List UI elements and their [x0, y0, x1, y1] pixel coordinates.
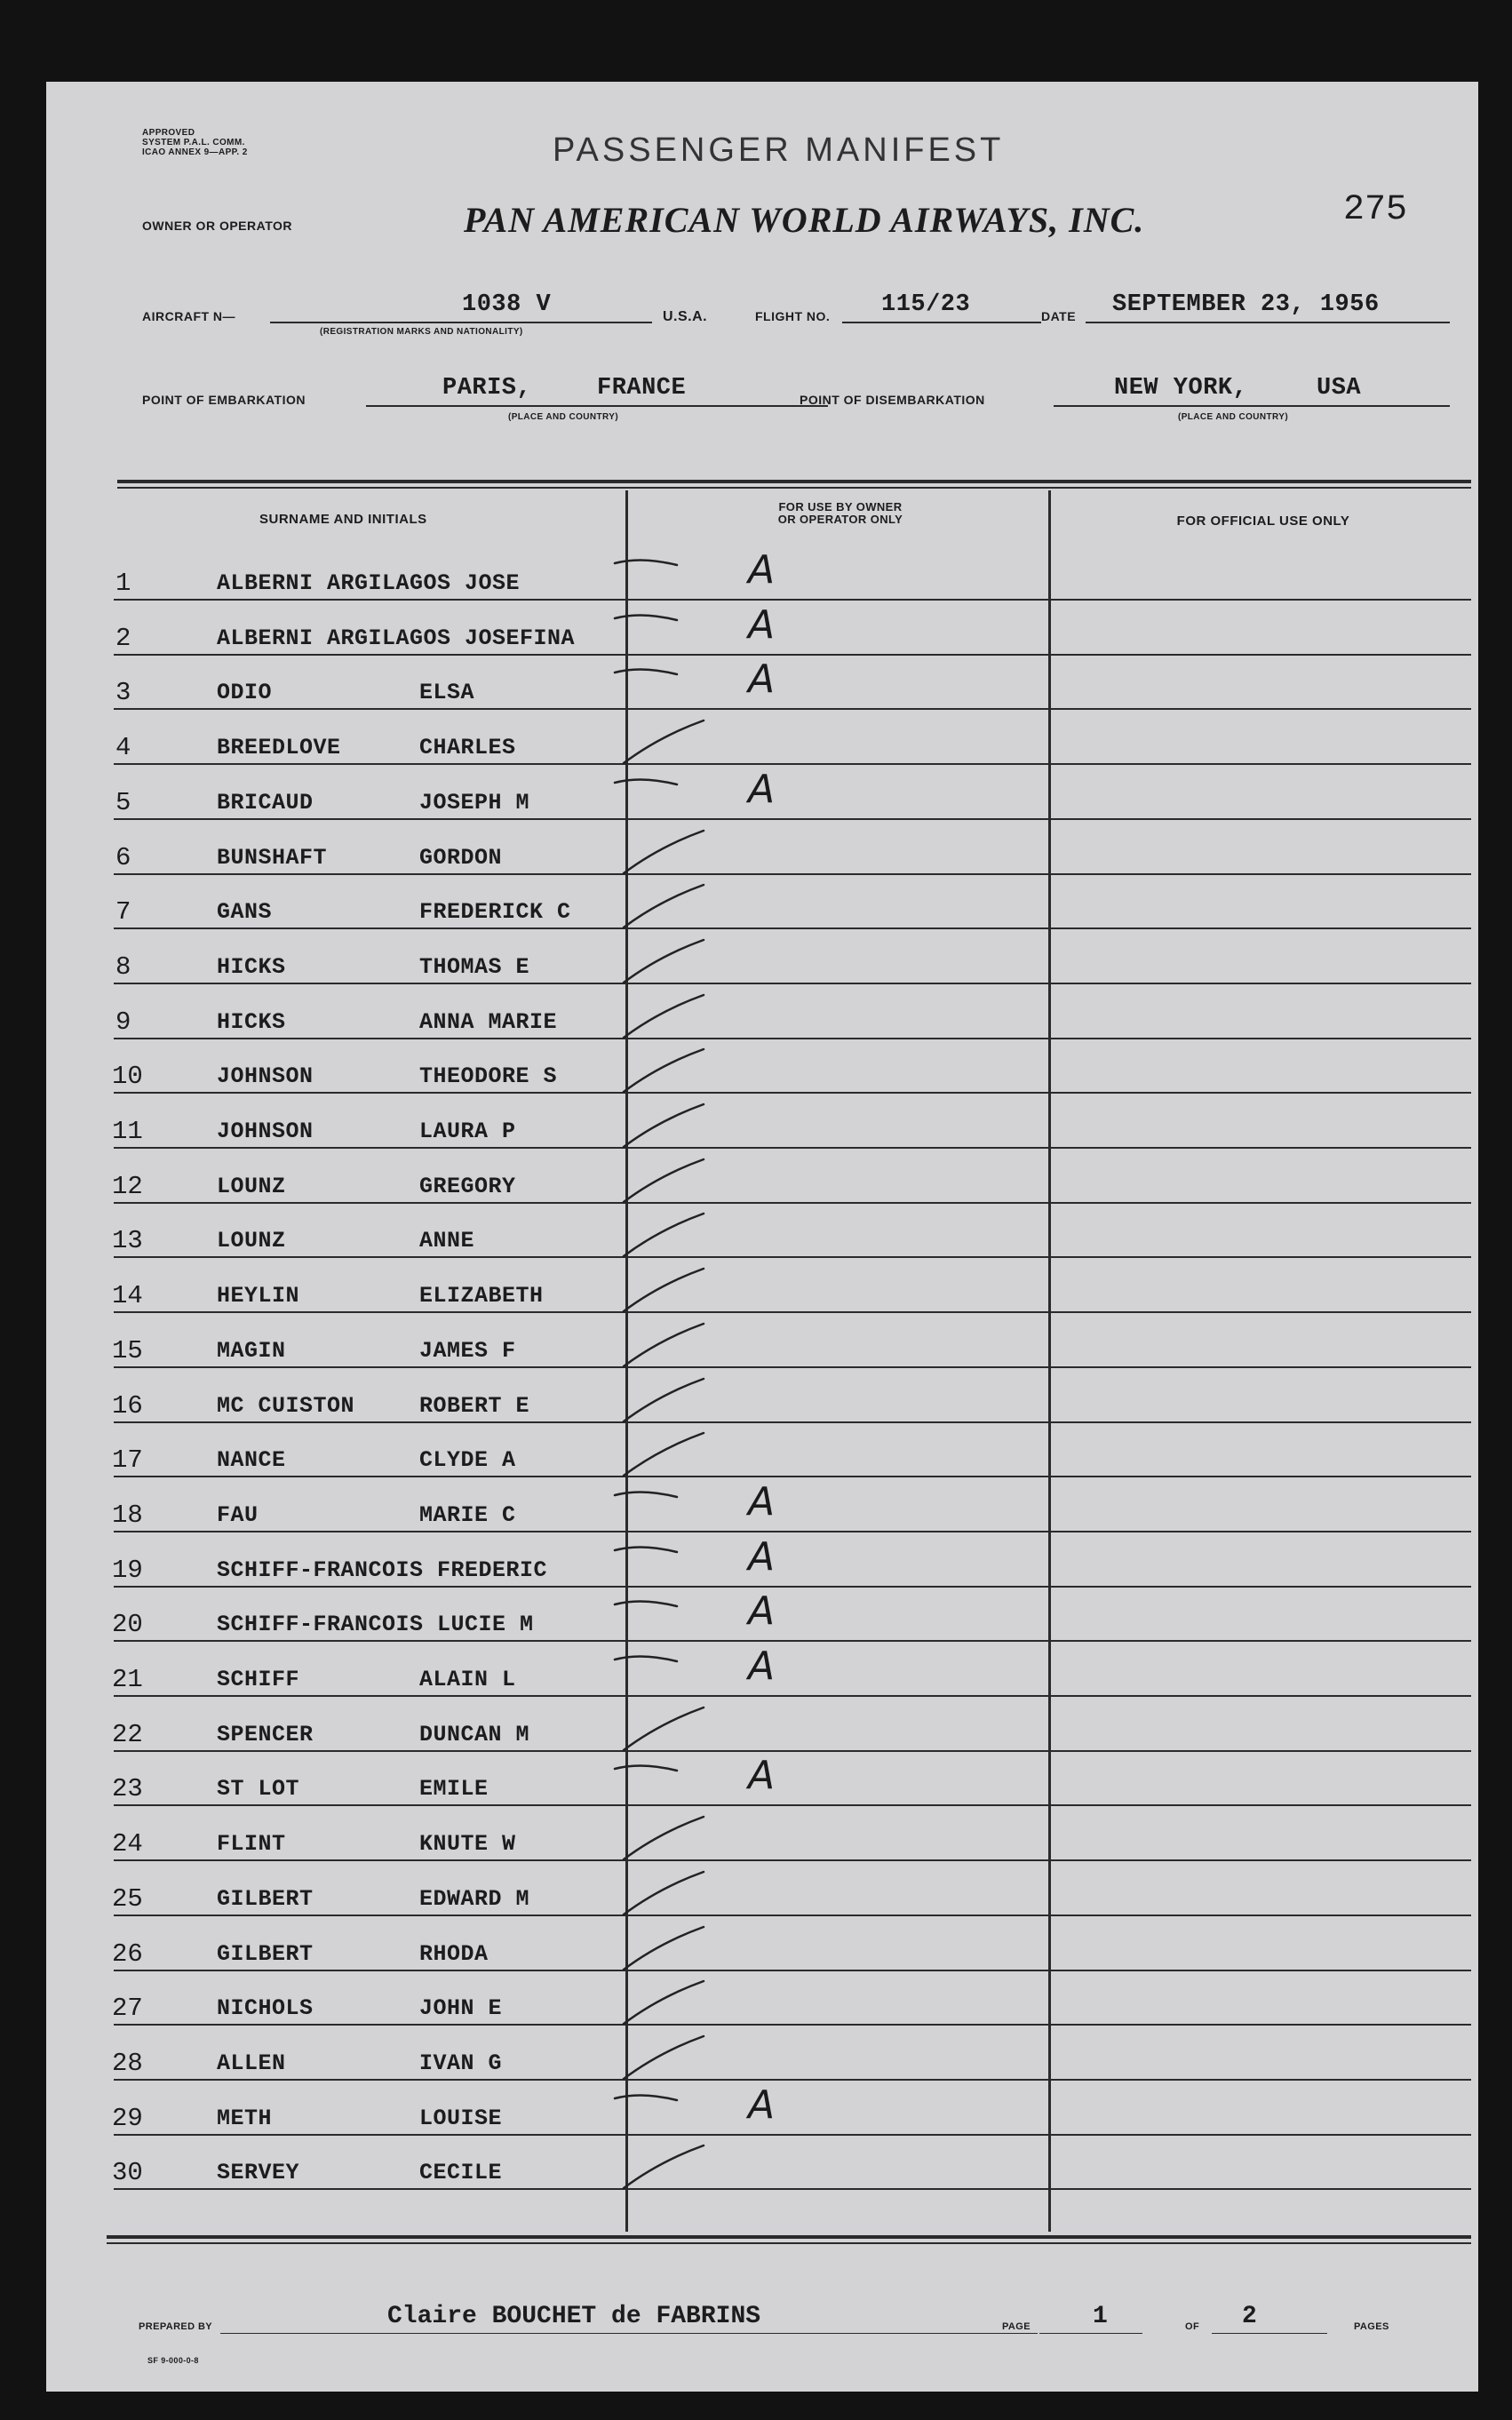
- row-rule: [114, 708, 1471, 710]
- disembarkation-caption: (PLACE AND COUNTRY): [1178, 412, 1289, 422]
- passenger-surname: NICHOLS: [217, 1995, 314, 2022]
- row-number: 2: [115, 623, 131, 653]
- row-rule: [114, 818, 1471, 820]
- passenger-surname: GANS: [217, 899, 273, 926]
- row-number: 6: [115, 842, 131, 872]
- page-number: 1: [1093, 2303, 1108, 2330]
- row-number: 5: [115, 787, 131, 817]
- total-pages: 2: [1242, 2303, 1257, 2330]
- row-rule: [114, 1970, 1471, 1971]
- passenger-given-name: EDWARD M: [419, 1885, 530, 1912]
- usa-label: U.S.A.: [663, 309, 708, 324]
- of-label: OF: [1185, 2321, 1200, 2332]
- passenger-surname: HICKS: [217, 1008, 286, 1035]
- stamp-number: 275: [1343, 190, 1408, 230]
- passenger-surname: ALBERNI ARGILAGOS JOSE: [217, 570, 521, 596]
- aircraft-label: AIRCRAFT N—: [142, 309, 236, 323]
- row-number: 28: [112, 2048, 143, 2078]
- passenger-given-name: FREDERICK C: [419, 899, 571, 926]
- passenger-given-name: ELSA: [419, 680, 475, 706]
- passenger-given-name: IVAN G: [419, 2050, 503, 2076]
- row-number: 18: [112, 1500, 143, 1530]
- row-number: 14: [112, 1281, 143, 1311]
- row-number: 16: [112, 1390, 143, 1421]
- passenger-given-name: CECILE: [419, 2160, 503, 2186]
- page-label: PAGE: [1002, 2321, 1031, 2332]
- row-number: 17: [112, 1445, 143, 1476]
- row-rule: [114, 1531, 1471, 1532]
- flight-date: SEPTEMBER 23, 1956: [1112, 291, 1380, 318]
- owner-label: OWNER OR OPERATOR: [142, 219, 292, 233]
- form-number: SF 9-000-0-8: [147, 2356, 199, 2365]
- passenger-surname: BRICAUD: [217, 789, 314, 816]
- embarkation-country: FRANCE: [597, 375, 687, 402]
- passenger-surname: LOUNZ: [217, 1228, 286, 1254]
- handwritten-mark-letter: A: [748, 601, 776, 648]
- manifest-sheet: [46, 82, 1478, 2392]
- row-rule: [114, 2188, 1471, 2190]
- passenger-surname: MC CUISTON: [217, 1392, 355, 1419]
- passenger-surname: HEYLIN: [217, 1283, 300, 1310]
- row-rule: [114, 1256, 1471, 1258]
- row-number: 27: [112, 1994, 143, 2024]
- row-rule: [114, 1804, 1471, 1806]
- passenger-surname: MAGIN: [217, 1337, 286, 1364]
- prepared-label: PREPARED BY: [139, 2321, 213, 2332]
- passenger-surname: GILBERT: [217, 1885, 314, 1912]
- embarkation-label: POINT OF EMBARKATION: [142, 393, 306, 407]
- row-rule: [114, 2134, 1471, 2136]
- row-number: 30: [112, 2158, 143, 2188]
- column-header-owner: FOR USE BY OWNER OR OPERATOR ONLY: [777, 500, 903, 526]
- passenger-surname: FAU: [217, 1501, 259, 1528]
- row-number: 25: [112, 1883, 143, 1914]
- row-number: 19: [112, 1555, 143, 1585]
- date-label: DATE: [1041, 309, 1077, 323]
- passenger-surname: METH: [217, 2105, 273, 2131]
- handwritten-mark-letter: A: [748, 766, 776, 812]
- passenger-given-name: LAURA P: [419, 1118, 516, 1144]
- aircraft-number: 1038 V: [462, 291, 552, 318]
- passenger-given-name: KNUTE W: [419, 1831, 516, 1858]
- passenger-surname: ALLEN: [217, 2050, 286, 2076]
- row-number: 1: [115, 569, 131, 598]
- row-rule: [114, 654, 1471, 656]
- passenger-given-name: THOMAS E: [419, 953, 530, 980]
- column-header-surname: SURNAME AND INITIALS: [259, 512, 427, 527]
- row-rule: [114, 763, 1471, 765]
- passenger-given-name: JOSEPH M: [419, 789, 530, 816]
- row-number: 12: [112, 1171, 143, 1201]
- passenger-surname: SPENCER: [217, 1721, 314, 1747]
- row-rule: [114, 1147, 1471, 1149]
- column-header-official: FOR OFFICIAL USE ONLY: [1176, 513, 1350, 529]
- row-rule: [114, 1311, 1471, 1313]
- passenger-surname: BREEDLOVE: [217, 735, 341, 761]
- row-number: 29: [112, 2103, 143, 2133]
- row-rule: [114, 2024, 1471, 2026]
- row-number: 7: [115, 897, 131, 927]
- disembarkation-label: POINT OF DISEMBARKATION: [800, 393, 985, 407]
- row-rule: [114, 927, 1471, 929]
- disembarkation-country: USA: [1317, 375, 1362, 402]
- passenger-surname: HICKS: [217, 953, 286, 980]
- passenger-given-name: THEODORE S: [419, 1063, 558, 1090]
- row-rule: [114, 1366, 1471, 1368]
- row-number: 4: [115, 733, 131, 763]
- passenger-surname: SCHIFF-FRANCOIS FREDERIC: [217, 1556, 548, 1583]
- passenger-given-name: JAMES F: [419, 1337, 516, 1364]
- row-number: 24: [112, 1829, 143, 1859]
- passenger-surname: NANCE: [217, 1447, 286, 1474]
- handwritten-mark-letter: A: [748, 657, 776, 703]
- row-rule: [114, 1640, 1471, 1642]
- prepared-by-name: Claire BOUCHET de FABRINS: [387, 2303, 761, 2330]
- embarkation-caption: (PLACE AND COUNTRY): [508, 412, 619, 422]
- passenger-surname: SCHIFF: [217, 1667, 300, 1692]
- passenger-given-name: RHODA: [419, 1940, 489, 1967]
- form-title: PASSENGER MANIFEST: [553, 131, 1005, 169]
- passenger-given-name: GREGORY: [419, 1173, 516, 1199]
- passenger-surname: LOUNZ: [217, 1173, 286, 1199]
- row-rule: [114, 983, 1471, 984]
- row-number: 21: [112, 1665, 143, 1694]
- owner-name: PAN AMERICAN WORLD AIRWAYS, INC.: [464, 200, 1145, 240]
- row-rule: [114, 1421, 1471, 1423]
- pages-label: PAGES: [1354, 2321, 1389, 2332]
- handwritten-mark-letter: A: [748, 1478, 776, 1524]
- row-rule: [114, 1038, 1471, 1039]
- passenger-given-name: ALAIN L: [419, 1667, 516, 1692]
- row-rule: [114, 873, 1471, 875]
- passenger-given-name: GORDON: [419, 844, 503, 871]
- registration-caption: (REGISTRATION MARKS AND NATIONALITY): [320, 327, 523, 337]
- passenger-surname: FLINT: [217, 1831, 286, 1858]
- row-rule: [114, 2079, 1471, 2081]
- handwritten-mark-letter: A: [748, 1753, 776, 1799]
- passenger-surname: SERVEY: [217, 2160, 300, 2186]
- row-rule: [114, 1915, 1471, 1916]
- disembarkation-city: NEW YORK,: [1114, 375, 1248, 402]
- passenger-surname: BUNSHAFT: [217, 844, 328, 871]
- row-number: 23: [112, 1774, 143, 1804]
- row-rule: [114, 1750, 1471, 1752]
- passenger-surname: ODIO: [217, 680, 273, 706]
- row-number: 13: [112, 1226, 143, 1256]
- handwritten-mark-letter: A: [748, 1588, 776, 1635]
- row-number: 26: [112, 1938, 143, 1969]
- passenger-surname: SCHIFF-FRANCOIS LUCIE M: [217, 1612, 534, 1638]
- row-rule: [114, 1476, 1471, 1477]
- handwritten-mark-letter: A: [748, 1644, 776, 1689]
- row-number: 8: [115, 951, 131, 982]
- row-rule: [114, 599, 1471, 601]
- passenger-given-name: LOUISE: [419, 2105, 503, 2131]
- row-rule: [114, 1202, 1471, 1204]
- passenger-given-name: EMILE: [419, 1776, 489, 1803]
- row-number: 3: [115, 678, 131, 708]
- passenger-given-name: JOHN E: [419, 1995, 503, 2022]
- passenger-surname: ST LOT: [217, 1776, 300, 1803]
- passenger-given-name: ROBERT E: [419, 1392, 530, 1419]
- flight-label: FLIGHT NO.: [755, 309, 831, 323]
- flight-number: 115/23: [881, 291, 971, 318]
- row-rule: [114, 1695, 1471, 1697]
- row-number: 11: [112, 1117, 143, 1146]
- handwritten-mark-letter: A: [748, 1533, 776, 1580]
- passenger-given-name: CLYDE A: [419, 1447, 516, 1474]
- row-number: 10: [112, 1062, 143, 1092]
- passenger-given-name: DUNCAN M: [419, 1721, 530, 1747]
- passenger-surname: JOHNSON: [217, 1063, 314, 1090]
- passenger-given-name: MARIE C: [419, 1501, 516, 1528]
- passenger-surname: JOHNSON: [217, 1118, 314, 1144]
- passenger-given-name: CHARLES: [419, 735, 516, 761]
- handwritten-mark-letter: A: [748, 547, 776, 593]
- row-number: 15: [112, 1335, 143, 1365]
- passenger-given-name: ELIZABETH: [419, 1283, 544, 1310]
- passenger-surname: ALBERNI ARGILAGOS JOSEFINA: [217, 625, 576, 651]
- passenger-given-name: ANNA MARIE: [419, 1008, 558, 1035]
- row-rule: [114, 1586, 1471, 1588]
- row-number: 22: [112, 1719, 143, 1749]
- row-rule: [114, 1092, 1471, 1094]
- row-rule: [114, 1859, 1471, 1861]
- embarkation-city: PARIS,: [442, 375, 532, 402]
- handwritten-mark-letter: A: [748, 2082, 776, 2128]
- passenger-surname: GILBERT: [217, 1940, 314, 1967]
- handwritten-check: [579, 2135, 775, 2206]
- approval-note: APPROVED SYSTEM P.A.L. COMM. ICAO ANNEX 9—APP. 2: [142, 128, 248, 157]
- row-number: 20: [112, 1610, 143, 1640]
- row-number: 9: [115, 1007, 131, 1037]
- passenger-given-name: ANNE: [419, 1228, 475, 1254]
